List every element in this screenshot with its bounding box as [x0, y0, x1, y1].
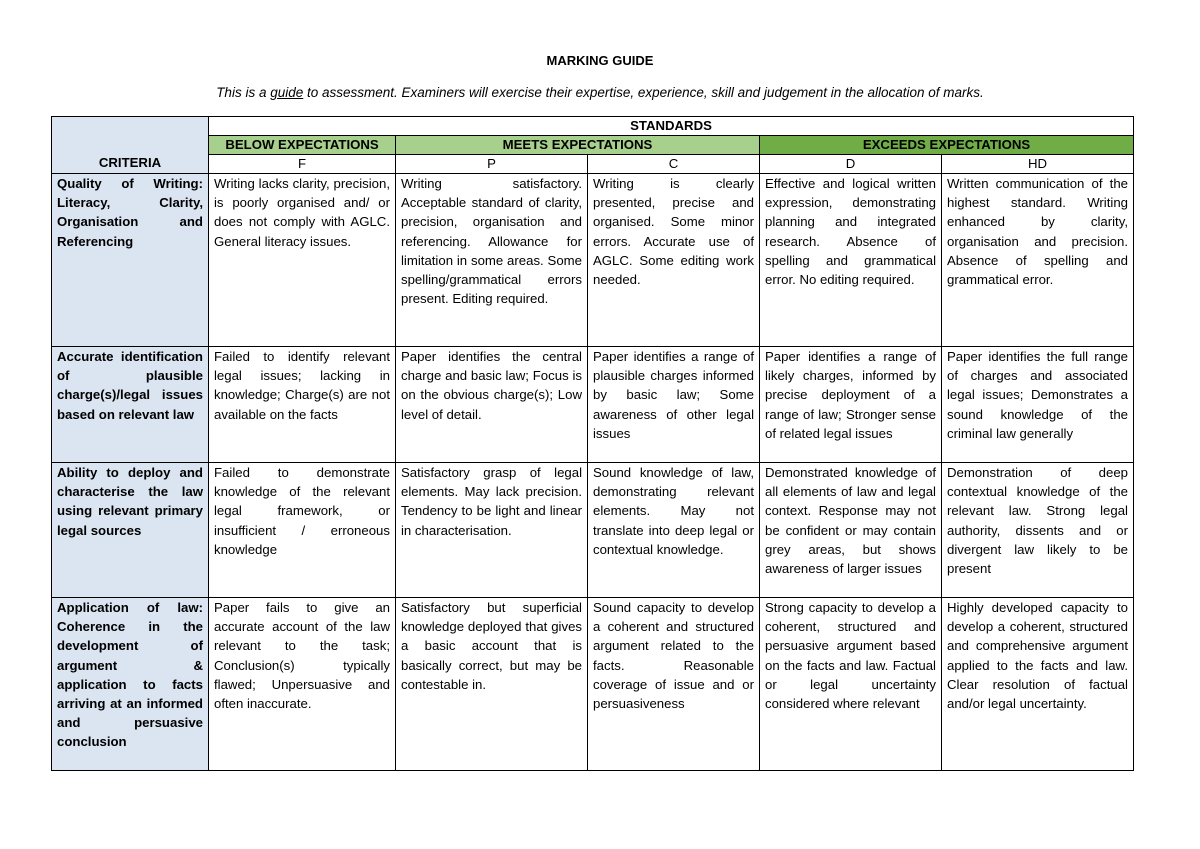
descriptor-f: Paper fails to give an accurate account of the law relevant to the task; Conclusion(s) typically flawed; Unpersuasive and often inaccurate.: [209, 598, 396, 771]
descriptor-hd: Paper identifies the full range of charges and associated legal issues; Demonstrates a sound knowledge of the criminal law generally: [942, 347, 1134, 463]
standards-header: STANDARDS: [209, 117, 1134, 136]
criterion-quality-of-writing: Quality of Writing: Literacy, Clarity, Organisation and Referencing: [52, 174, 209, 347]
descriptor-hd: Written communication of the highest standard. Writing enhanced by clarity, organisation and precision. Absence of spelling and grammatical error.: [942, 174, 1134, 347]
grade-hd: HD: [942, 155, 1134, 174]
grade-p: P: [396, 155, 588, 174]
descriptor-f: Failed to demonstrate knowledge of the relevant legal framework, or insufficient / erroneous knowledge: [209, 463, 396, 598]
descriptor-d: Paper identifies a range of likely charges, informed by precise deployment of a range of law; Stronger sense of related legal issues: [760, 347, 942, 463]
band-meets-expectations: MEETS EXPECTATIONS: [396, 136, 760, 155]
descriptor-f: Writing lacks clarity, precision, is poorly organised and/ or does not comply with AGLC. General literacy issues.: [209, 174, 396, 347]
subtitle-rest: to assessment. Examiners will exercise their expertise, experience, skill and judgement in the allocation of marks.: [303, 85, 984, 100]
descriptor-p: Satisfactory but superficial knowledge deployed that gives a basic account that is basically correct, but may be contestable in.: [396, 598, 588, 771]
grade-f: F: [209, 155, 396, 174]
table-row: [52, 347, 1134, 463]
descriptor-p: Satisfactory grasp of legal elements. May lack precision. Tendency to be light and linear in characterisation.: [396, 463, 588, 598]
table-row: [52, 598, 1134, 771]
descriptor-hd: Highly developed capacity to develop a coherent, structured and comprehensive argument applied to the facts and law. Clear resolution of factual and/or legal uncertainty.: [942, 598, 1134, 771]
descriptor-hd: Demonstration of deep contextual knowledge of the relevant law. Strong legal authority, dissents and or divergent law likely to be present: [942, 463, 1134, 598]
criterion-application-of-law: Application of law: Coherence in the development of argument & application to facts arriving at an informed and persuasive conclusion: [52, 598, 209, 771]
table-row: [52, 463, 1134, 598]
descriptor-p: Paper identifies the central charge and basic law; Focus is on the obvious charge(s); Low level of detail.: [396, 347, 588, 463]
criterion-deploy-and-characterise-law: Ability to deploy and characterise the law using relevant primary legal sources: [52, 463, 209, 598]
descriptor-c: Sound capacity to develop a coherent and structured argument related to the facts. Reasonable coverage of issue and or persuasiveness: [588, 598, 760, 771]
band-exceeds-expectations: EXCEEDS EXPECTATIONS: [760, 136, 1134, 155]
band-below-expectations: BELOW EXPECTATIONS: [209, 136, 396, 155]
descriptor-c: Paper identifies a range of plausible charges informed by basic law; Some awareness of other legal issues: [588, 347, 760, 463]
descriptor-p: Writing satisfactory. Acceptable standard of clarity, precision, organisation and referencing. Allowance for limitation in some areas. Some spelling/grammatical errors present. Editing required.: [396, 174, 588, 347]
descriptor-f: Failed to identify relevant legal issues; lacking in knowledge; Charge(s) are not available on the facts: [209, 347, 396, 463]
subtitle-lead: This is a: [216, 85, 271, 100]
descriptor-c: Sound knowledge of law, demonstrating relevant elements. May not translate into deep legal or contextual knowledge.: [588, 463, 760, 598]
descriptor-d: Strong capacity to develop a coherent, structured and persuasive argument based on the facts and law. Factual or legal uncertainty considered where relevant: [760, 598, 942, 771]
grade-d: D: [760, 155, 942, 174]
criteria-header: CRITERIA: [52, 117, 209, 174]
page-subtitle: [0, 85, 1200, 100]
criterion-accurate-identification: Accurate identification of plausible charge(s)/legal issues based on relevant law: [52, 347, 209, 463]
grades-header-row: [52, 155, 1134, 174]
descriptor-d: Effective and logical written expression, demonstrating planning and integrated research. Absence of spelling and grammatical error. No editing required.: [760, 174, 942, 347]
subtitle-underlined-word: guide: [270, 85, 304, 100]
bands-header-row: [52, 136, 1134, 155]
standards-header-row: [52, 117, 1134, 136]
page-title: MARKING GUIDE: [546, 53, 654, 68]
descriptor-d: Demonstrated knowledge of all elements of law and legal context. Response may not be confident or may contain grey areas, but shows awareness of larger issues: [760, 463, 942, 598]
marking-guide-table: [51, 116, 1134, 771]
table-row: [52, 174, 1134, 347]
grade-c: C: [588, 155, 760, 174]
descriptor-c: Writing is clearly presented, precise and organised. Some minor errors. Accurate use of AGLC. Some editing work needed.: [588, 174, 760, 347]
